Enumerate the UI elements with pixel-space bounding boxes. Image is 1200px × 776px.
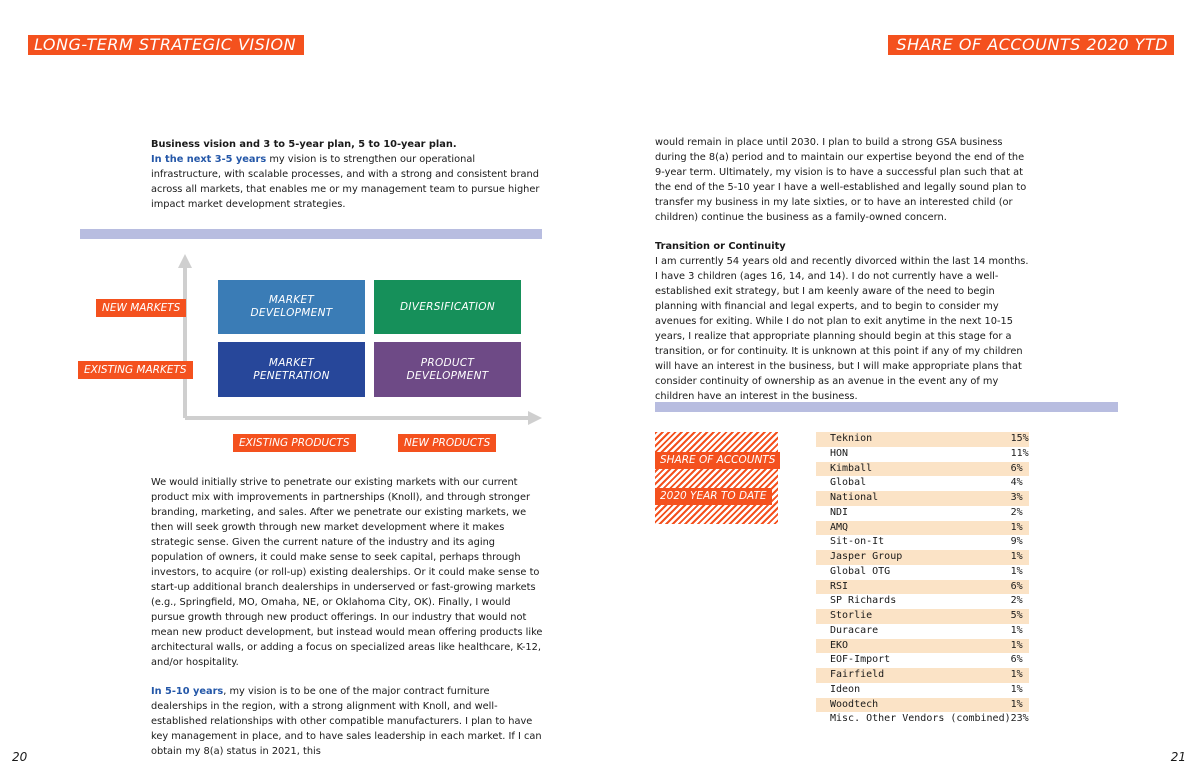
- cell-diversification: [374, 280, 521, 334]
- vendor-name: Global OTG: [830, 565, 891, 577]
- page-number-left: 20: [12, 750, 28, 764]
- vendor-row: [816, 565, 1029, 580]
- vendor-share: 23%: [1010, 713, 1029, 725]
- vendor-name: Jasper Group: [816, 550, 1011, 565]
- vendor-share: 4%: [1010, 477, 1023, 489]
- vendor-row: [816, 594, 1029, 609]
- vendor-row: [816, 432, 1029, 447]
- vendor-name: AMQ: [816, 521, 1011, 536]
- vendor-share: 15%: [1011, 432, 1029, 447]
- right-divider-bar: [655, 402, 1118, 412]
- vision-heading: Business vision and 3 to 5-year plan, 5 to 10-year plan.: [151, 139, 457, 150]
- vendor-share: 2%: [1010, 595, 1023, 607]
- vendor-share: 3%: [1011, 491, 1029, 506]
- vendor-name: SP Richards: [830, 595, 897, 607]
- label-existing-products: EXISTING PRODUCTS: [233, 434, 356, 452]
- right-text-block: [655, 135, 1033, 404]
- vendor-row: [816, 683, 1029, 698]
- vendor-share: 6%: [1010, 654, 1023, 666]
- highlight-5-10-years: In 5-10 years: [151, 686, 224, 697]
- vendor-share: 6%: [1011, 580, 1029, 595]
- vendor-name: Storlie: [816, 609, 1011, 624]
- vendor-name: National: [816, 491, 1011, 506]
- cell-market-penetration: [218, 342, 365, 397]
- vendor-name: EKO: [816, 639, 1011, 654]
- vendor-name: Duracare: [830, 624, 879, 636]
- right-section-banner: SHARE OF ACCOUNTS 2020 YTD: [888, 35, 1174, 55]
- vendor-name: Woodtech: [816, 698, 1011, 713]
- cell-market-penetration-label: MARKET PENETRATION: [253, 356, 330, 382]
- vendor-name: Fairfield: [816, 668, 1011, 683]
- continuation-paragraph: would remain in place until 2030. I plan to build a strong GSA business during the 8(a) period and to maintain our expertise beyond the end of the 9-year term. Ultimately, my vision is to have a successful plan such that at the end of the 5-10 year I have a well-established and legally sound plan to transfer my business in my late sixties, or to have an interested child (or children) continue the business as a family-owned concern.: [655, 137, 1027, 223]
- vendor-share: 2%: [1010, 506, 1023, 518]
- vendor-row: [816, 653, 1029, 668]
- vendor-share: 1%: [1011, 639, 1029, 654]
- vendor-name: EOF-Import: [830, 654, 891, 666]
- label-new-products: NEW PRODUCTS: [398, 434, 496, 452]
- vendor-row: [816, 609, 1029, 624]
- vendor-name: Sit-on-It: [830, 536, 885, 548]
- x-axis-arrow-icon: [528, 411, 542, 425]
- vendor-share: 5%: [1011, 609, 1029, 624]
- vendor-row: [816, 624, 1029, 639]
- vendor-row: [816, 668, 1029, 683]
- vendor-row: [816, 476, 1029, 491]
- vendor-name: Global: [830, 477, 867, 489]
- left-section-banner: LONG-TERM STRATEGIC VISION: [28, 35, 304, 55]
- vendor-share: 9%: [1010, 536, 1023, 548]
- transition-heading: Transition or Continuity: [655, 241, 786, 252]
- vendor-name: Kimball: [816, 462, 1011, 477]
- vendor-row: [816, 506, 1029, 521]
- vendor-row: [816, 535, 1029, 550]
- vendor-share: 11%: [1010, 447, 1029, 459]
- vendor-name: Misc. Other Vendors (combined): [830, 713, 1011, 725]
- vendor-row: [816, 639, 1029, 654]
- label-new-markets: NEW MARKETS: [96, 299, 186, 317]
- share-of-accounts-label: SHARE OF ACCOUNTS: [655, 452, 780, 469]
- cell-market-development: [218, 280, 365, 334]
- transition-paragraph: I am currently 54 years old and recently divorced within the last 14 months. I have 3 children (ages 16, 14, and 14). I do not currently have a well- established exit strategy, but I am keenly aware of the need to begin planning with financial and legal experts, and to begin to consider my avenues for exiting. While I do not plan to exit anytime in the next 10-15 years, I realize that appropriate planning should begin at this stage for a transition, or for continuity. It is unknown at this point if any of my children will have an interest in the business, but I will make appropriate plans that consider continuity of ownership as an avenue in the event any of my children have an interest in the business.: [655, 256, 1029, 402]
- vendor-name: Ideon: [830, 683, 861, 695]
- cell-product-development-label: PRODUCT DEVELOPMENT: [406, 356, 489, 382]
- five-ten-year-text: , my vision is to be one of the major contract furniture dealerships in the region, with a strong alignment with Knoll, and well-established relationships with other compatible manufacturers. I plan to have key management in place, and to have sales leadership in each market. If I can obtain my 8(a) status in 2021, this: [151, 686, 542, 757]
- vendor-share: 6%: [1011, 462, 1029, 477]
- vendor-name: RSI: [816, 580, 1011, 595]
- five-ten-year-paragraph: [151, 684, 543, 759]
- vendor-name: Teknion: [816, 432, 1011, 447]
- highlight-3-5-years: In the next 3-5 years: [151, 154, 267, 165]
- strategy-paragraph: We would initially strive to penetrate our existing markets with our current product mix with improvements in partnerships (Knoll), and through stronger branding, marketing, and sales. After we penetrate our existing markets, we then will seek growth through new market development where it makes strategic sense. Given the current nature of the industry and its aging population of owners, it could make sense to seek capital, perhaps through investors, to acquire (or roll-up) existing dealerships. Or it could make sense to start-up additional branch dealerships in underserved or fast-growing markets (e.g., Springfield, MO, Omaha, NE, or Oklahoma City, OK). Finally, I would pursue growth through new product offerings. In our industry that would not mean new product development, but instead would mean offering products like architectural walls, or adding a focus on specialized areas like healthcare, K-12, and/or hospitality.: [151, 477, 543, 668]
- y-axis-arrow-icon: [178, 254, 192, 268]
- left-body-block: [151, 475, 543, 759]
- label-existing-markets: EXISTING MARKETS: [78, 361, 193, 379]
- cell-diversification-label: DIVERSIFICATION: [399, 300, 496, 313]
- vendor-share: 1%: [1011, 698, 1029, 713]
- vendor-row: [816, 712, 1029, 727]
- vendor-row: [816, 447, 1029, 462]
- vision-paragraph-text: my vision is to strengthen our operational infrastructure, with scalable processes, and with a strong and consistent brand across all markets, that enables me or my management team to pursue higher impact market development strategies.: [151, 154, 540, 210]
- hatched-graphic: [655, 432, 778, 524]
- vendor-share: 1%: [1011, 668, 1029, 683]
- vendor-row: [816, 698, 1029, 713]
- vendor-row: [816, 550, 1029, 565]
- vendor-share-table: [816, 432, 1029, 727]
- year-to-date-label: 2020 YEAR TO DATE: [655, 488, 772, 505]
- vendor-row: [816, 491, 1029, 506]
- vendor-name: HON: [830, 447, 849, 459]
- vendor-share: 1%: [1010, 565, 1023, 577]
- cell-product-development: [374, 342, 521, 397]
- cell-market-development-label: MARKET DEVELOPMENT: [250, 294, 333, 319]
- vendor-row: [816, 462, 1029, 477]
- page-number-right: 21: [1170, 750, 1186, 764]
- vendor-share: 1%: [1010, 683, 1023, 695]
- vendor-share: 1%: [1011, 521, 1029, 536]
- vendor-share: 1%: [1011, 550, 1029, 565]
- vendor-name: NDI: [830, 506, 849, 518]
- vendor-share: 1%: [1010, 624, 1023, 636]
- vendor-row: [816, 521, 1029, 536]
- vendor-row: [816, 580, 1029, 595]
